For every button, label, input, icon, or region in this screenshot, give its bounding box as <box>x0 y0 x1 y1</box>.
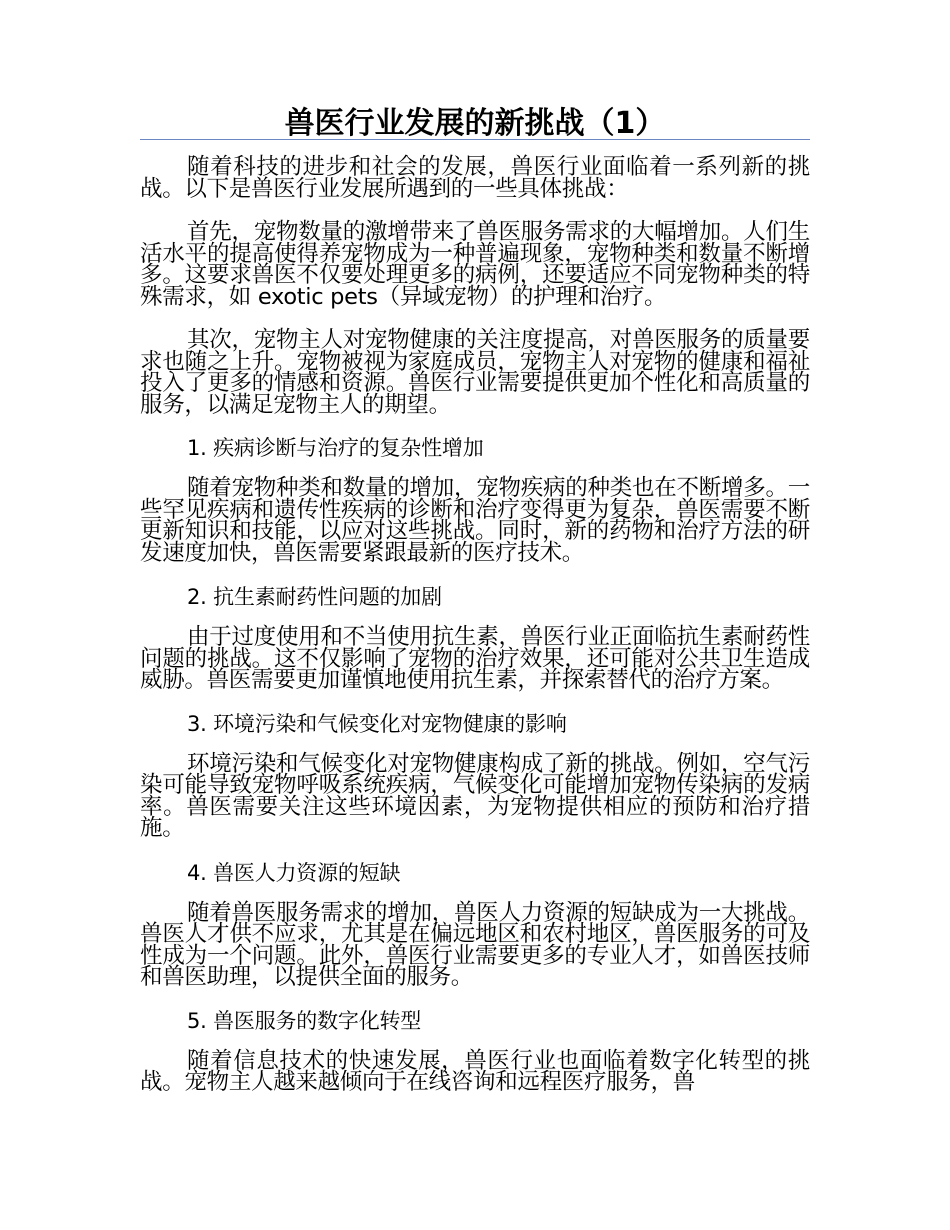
section-heading-4: 4. 兽医人力资源的短缺 <box>187 860 401 885</box>
title-underline <box>140 139 810 140</box>
document-body <box>140 154 810 1095</box>
section-heading-2: 2. 抗生素耐药性问题的加剧 <box>187 585 442 609</box>
section-heading-5: 5. 兽医服务的数字化转型 <box>187 1008 422 1033</box>
second-paragraph: 其次，宠物主人对宠物健康的关注度提高，对兽医服务的质量要求也随之上升。宠物被视为家庭成员，宠物主人对宠物的健康和福祉投入了更多的情感和资源。兽医行业需要提供更加个性化和高质量的服务，以满足宠物主人的期望。 <box>140 327 810 418</box>
section-text-3: 环境污染和气候变化对宠物健康构成了新的挑战。例如，空气污染可能导致宠物呼吸系统疾病，气候变化可能增加宠物传染病的发病率。兽医需要关注这些环境因素，为宠物提供相应的预防和治疗措施。 <box>140 750 810 841</box>
section-heading-3: 3. 环境污染和气候变化对宠物健康的影响 <box>187 711 567 736</box>
intro-paragraph: 随着科技的进步和社会的发展，兽医行业面临着一系列新的挑战。以下是兽医行业发展所遇到的一些具体挑战： <box>140 154 810 202</box>
first-paragraph: 首先，宠物数量的激增带来了兽医服务需求的大幅增加。人们生活水平的提高使得养宠物成为一种普遍现象，宠物种类和数量不断增多。这要求兽医不仅要处理更多的病例，还要适应不同宠物种类的特殊需求，如 exotic pets（异域宠物）的护理和治疗。 <box>140 219 810 310</box>
section-text-2: 由于过度使用和不当使用抗生素，兽医行业正面临抗生素耐药性问题的挑战。这不仅影响了宠物的治疗效果，还可能对公共卫生造成威胁。兽医需要更加谨慎地使用抗生素，并探索替代的治疗方案。 <box>140 624 810 693</box>
section-text-1: 随着宠物种类和数量的增加，宠物疾病的种类也在不断增多。一些罕见疾病和遗传性疾病的诊断和治疗变得更为复杂，兽医需要不断更新知识和技能，以应对这些挑战。同时，新的药物和治疗方法的研发速度加快，兽医需要紧跟最新的医疗技术。 <box>140 475 810 566</box>
section-text-5: 随着信息技术的快速发展，兽医行业也面临着数字化转型的挑战。宠物主人越来越倾向于在线咨询和远程医疗服务，兽 <box>140 1047 810 1095</box>
section-text-4: 随着兽医服务需求的增加，兽医人力资源的短缺成为一大挑战。兽医人才供不应求，尤其是在偏远地区和农村地区，兽医服务的可及性成为一个问题。此外，兽医行业需要更多的专业人才，如兽医技师和兽医助理，以提供全面的服务。 <box>140 899 810 990</box>
page-title: 兽医行业发展的新挑战（1） <box>284 106 666 141</box>
section-heading-1: 1. 疾病诊断与治疗的复杂性增加 <box>187 436 484 460</box>
